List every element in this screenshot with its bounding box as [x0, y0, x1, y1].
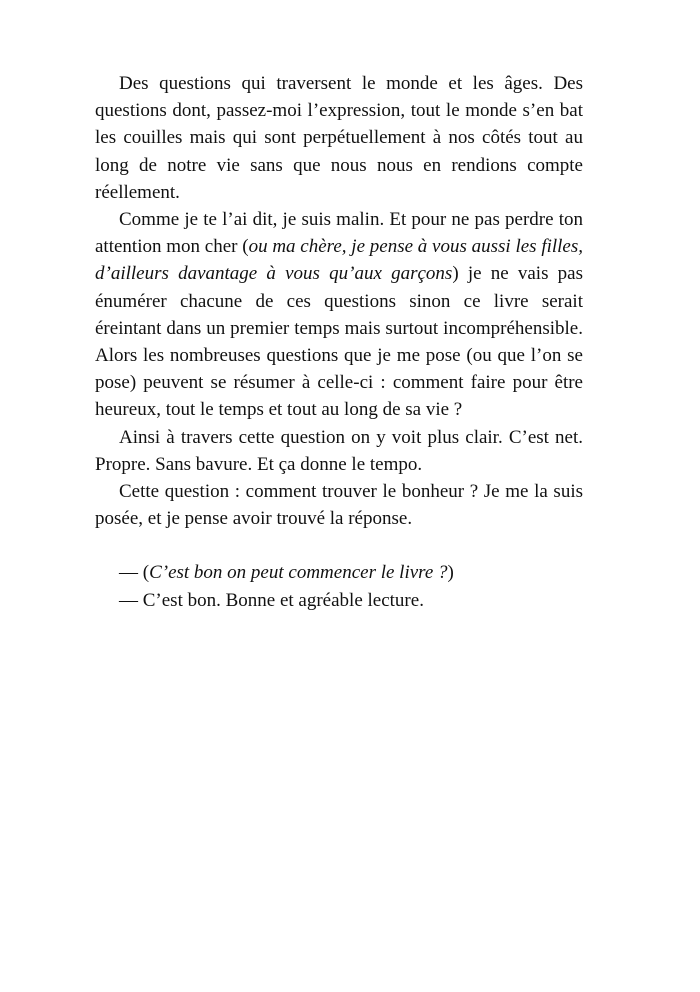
paragraph-2-end: ) je ne vais pas énumérer chacune de ces questions sinon ce livre serait éreintant dans un premier temps mais surtout incompréhensible. Alors les nombreuses questions que je me pose (ou que l’on se pose) peuvent se résumer à celle-ci : comment faire pour être heureux, tout le temps et tout au long de sa vie ?	[95, 263, 583, 421]
paragraph-2	[95, 206, 583, 424]
dialogue-line-1-aside: C’est bon on peut commencer le livre ?	[149, 562, 448, 584]
paragraph-2-aside: ou ma chère, je pense à vous aussi les filles, d’ailleurs davantage à vous qu’aux garçons	[95, 236, 584, 285]
paragraph-4: Cette question : comment trouver le bonheur ? Je me la suis posée, et je pense avoir trouvé la réponse.	[95, 481, 583, 530]
section-gap	[95, 532, 583, 559]
paragraph-1: Des questions qui traversent le monde et les âges. Des questions dont, passez-moi l’expression, tout le monde s’en bat les couilles mais qui sont perpétuellement à nos côtés tout au long de notre vie sans que nous nous en rendions compte réellement.	[95, 73, 583, 203]
dialogue-line-1	[95, 559, 583, 586]
paragraph-3: Ainsi à travers cette question on y voit plus clair. C’est net. Propre. Sans bavure. Et ça donne le tempo.	[95, 426, 583, 475]
dialogue-line-2: — C’est bon. Bonne et agréable lecture.	[119, 589, 424, 611]
paragraph-2-start: Comme je te l’ai dit, je suis malin. Et pour ne pas perdre ton attention mon cher (	[95, 209, 583, 258]
dialogue-line-1-dash: — (	[119, 562, 150, 584]
dialogue-line-1-close: )	[447, 562, 454, 584]
body-text	[95, 70, 583, 614]
